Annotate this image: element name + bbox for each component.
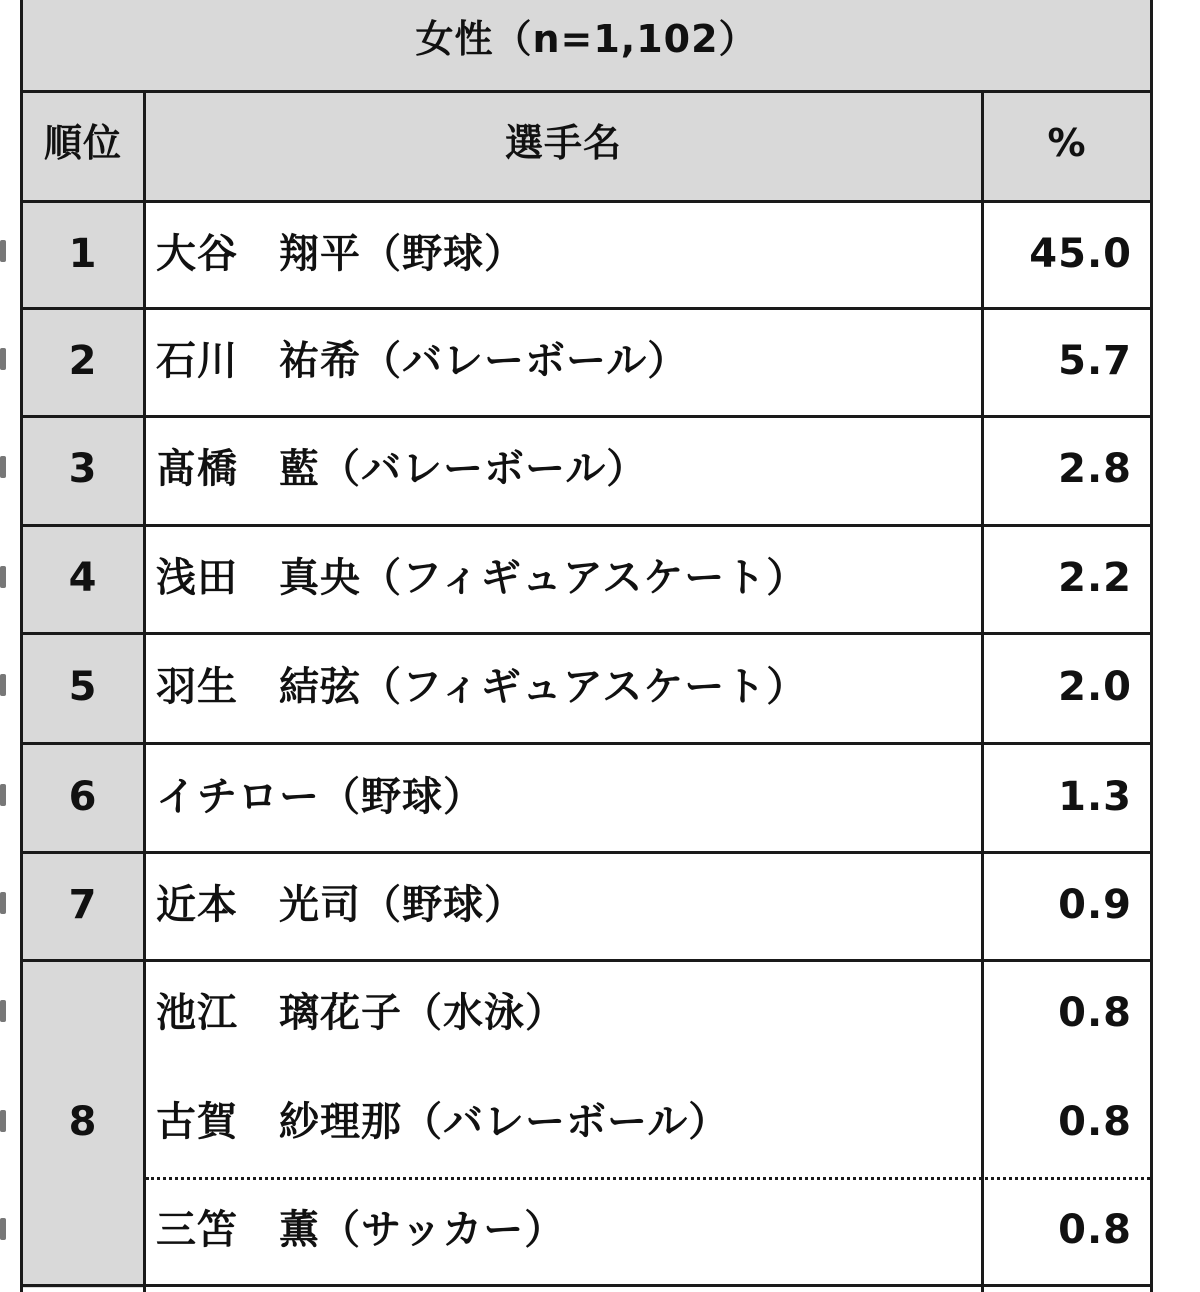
rank-cell: 4 <box>68 555 98 601</box>
adjacent-table-edge <box>0 784 6 806</box>
row-divider <box>20 90 1153 93</box>
row-divider <box>20 524 1153 527</box>
adjacent-table-edge <box>0 674 6 696</box>
player-name-cell: 羽生 結弦（フィギュアスケート） <box>156 664 808 710</box>
player-name-cell: 髙橋 藍（バレーボール） <box>156 446 648 492</box>
player-name-cell: イチロー（野球） <box>156 774 484 820</box>
percent-cell: 2.2 <box>1058 555 1132 601</box>
player-name-cell: 浅田 真央（フィギュアスケート） <box>156 555 808 601</box>
rank-cell: 6 <box>68 774 98 820</box>
percent-cell: 45.0 <box>1029 231 1132 277</box>
player-name-cell: 近本 光司（野球） <box>156 882 525 928</box>
row-divider <box>20 742 1153 745</box>
adjacent-table-edge <box>0 240 6 262</box>
rank-cell: 5 <box>68 664 98 710</box>
adjacent-table-edge <box>0 456 6 478</box>
adjacent-table-edge <box>0 348 6 370</box>
adjacent-table-edge <box>0 1110 6 1132</box>
row-divider <box>20 632 1153 635</box>
percent-cell: 0.8 <box>1058 990 1132 1036</box>
player-name-cell: 池江 璃花子（水泳） <box>156 990 566 1036</box>
percent-cell: 0.8 <box>1058 1099 1132 1145</box>
player-name-cell: 大谷 翔平（野球） <box>156 231 525 277</box>
table-bottom-border <box>20 1284 1153 1287</box>
player-name-cell: 古賀 紗理那（バレーボール） <box>156 1099 730 1145</box>
rank-cell: 1 <box>68 231 98 277</box>
row-divider <box>20 307 1153 310</box>
player-name-cell: 石川 祐希（バレーボール） <box>156 338 689 384</box>
percent-cell: 5.7 <box>1058 338 1132 384</box>
row-divider <box>20 415 1153 418</box>
adjacent-table-edge <box>0 566 6 588</box>
row-divider <box>20 959 1153 962</box>
rank-cell: 3 <box>68 446 98 492</box>
rank-cell: 2 <box>68 338 98 384</box>
column-header-name: 選手名 <box>504 121 622 165</box>
rank-cell: 7 <box>68 882 98 928</box>
adjacent-table-edge <box>0 1000 6 1022</box>
percent-cell: 2.0 <box>1058 664 1132 710</box>
percent-cell: 1.3 <box>1058 774 1132 820</box>
row-divider-dotted <box>146 1177 1150 1180</box>
table-border-left <box>20 0 23 1292</box>
rank-cell-merged: 8 <box>68 1099 98 1145</box>
column-header-rank: 順位 <box>43 121 122 165</box>
player-name-cell: 三笘 薫（サッカー） <box>156 1207 566 1253</box>
table-border-right <box>1150 0 1153 1292</box>
adjacent-table-edge <box>0 1218 6 1240</box>
column-header-pct: % <box>1047 121 1087 165</box>
row-divider <box>20 200 1153 203</box>
percent-cell: 0.8 <box>1058 1207 1132 1253</box>
percent-cell: 2.8 <box>1058 446 1132 492</box>
percent-cell: 0.9 <box>1058 882 1132 928</box>
adjacent-table-edge <box>0 892 6 914</box>
row-divider <box>20 851 1153 854</box>
group-header-title: 女性（n=1,102） <box>415 17 758 61</box>
